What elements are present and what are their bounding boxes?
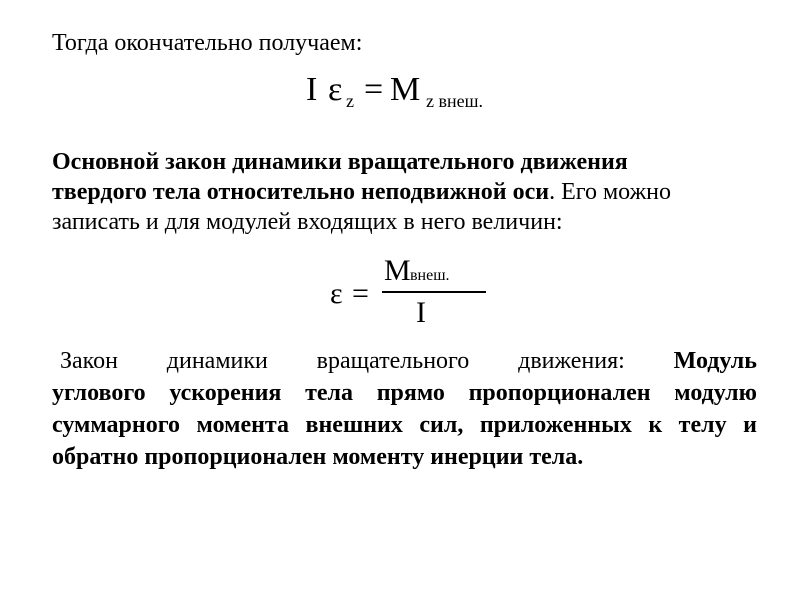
formula-moment-subscript: z внеш.	[426, 91, 483, 111]
statement-line-2	[52, 378, 757, 408]
statement-line-4: обратно пропорционален моменту инерции тела.	[52, 444, 584, 470]
statement-line-3	[52, 410, 757, 440]
formula-moment-symbol: M	[390, 71, 421, 108]
statement-bold-word: Модуль	[673, 348, 757, 374]
formula2-fraction-bar	[382, 291, 486, 293]
formula-inertia-symbol: I	[306, 71, 318, 108]
statement-word: сил,	[419, 412, 464, 438]
formula-epsilon-subscript: z	[346, 91, 354, 111]
law-modulus-line: записать и для модулей входящих в него величин:	[52, 209, 563, 235]
statement-word: динамики	[166, 348, 268, 374]
statement-word: прямо	[376, 380, 445, 406]
statement-word: пропорционален	[468, 380, 651, 406]
law-title-bold-part: твердого тела относительно неподвижной оси	[52, 179, 550, 205]
formula2-epsilon-symbol: ε	[330, 277, 343, 310]
statement-word: внешних	[305, 412, 403, 438]
statement-word: и	[743, 412, 757, 438]
statement-word: суммарного	[52, 412, 181, 438]
law-title-line2	[52, 177, 671, 207]
statement-word: модулю	[674, 380, 757, 406]
statement-word: вращательного	[316, 348, 470, 374]
formula2-numerator: M	[384, 254, 411, 287]
statement-line-1	[60, 346, 757, 376]
statement-word: Закон	[60, 348, 118, 374]
law-title-normal-part: . Его можно	[549, 179, 671, 205]
formula2-denominator: I	[416, 296, 426, 329]
law-title-line1: Основной закон динамики вращательного движения	[52, 149, 628, 175]
formula-equals-sign: =	[364, 71, 384, 108]
formula-epsilon-symbol: ε	[328, 71, 343, 108]
statement-word: приложенных	[479, 412, 632, 438]
statement-word: углового	[52, 380, 146, 406]
intro-text: Тогда окончательно получаем:	[52, 30, 363, 56]
statement-word: тела	[305, 380, 354, 406]
formula2-equals-sign: =	[352, 277, 369, 310]
statement-word: момента	[196, 412, 290, 438]
statement-word: к	[648, 412, 663, 438]
formula2-numerator-subscript: внеш.	[410, 267, 450, 284]
statement-word: движения:	[518, 348, 625, 374]
formula-angular-acceleration	[330, 254, 470, 334]
statement-word: телу	[678, 412, 727, 438]
statement-word: ускорения	[169, 380, 282, 406]
